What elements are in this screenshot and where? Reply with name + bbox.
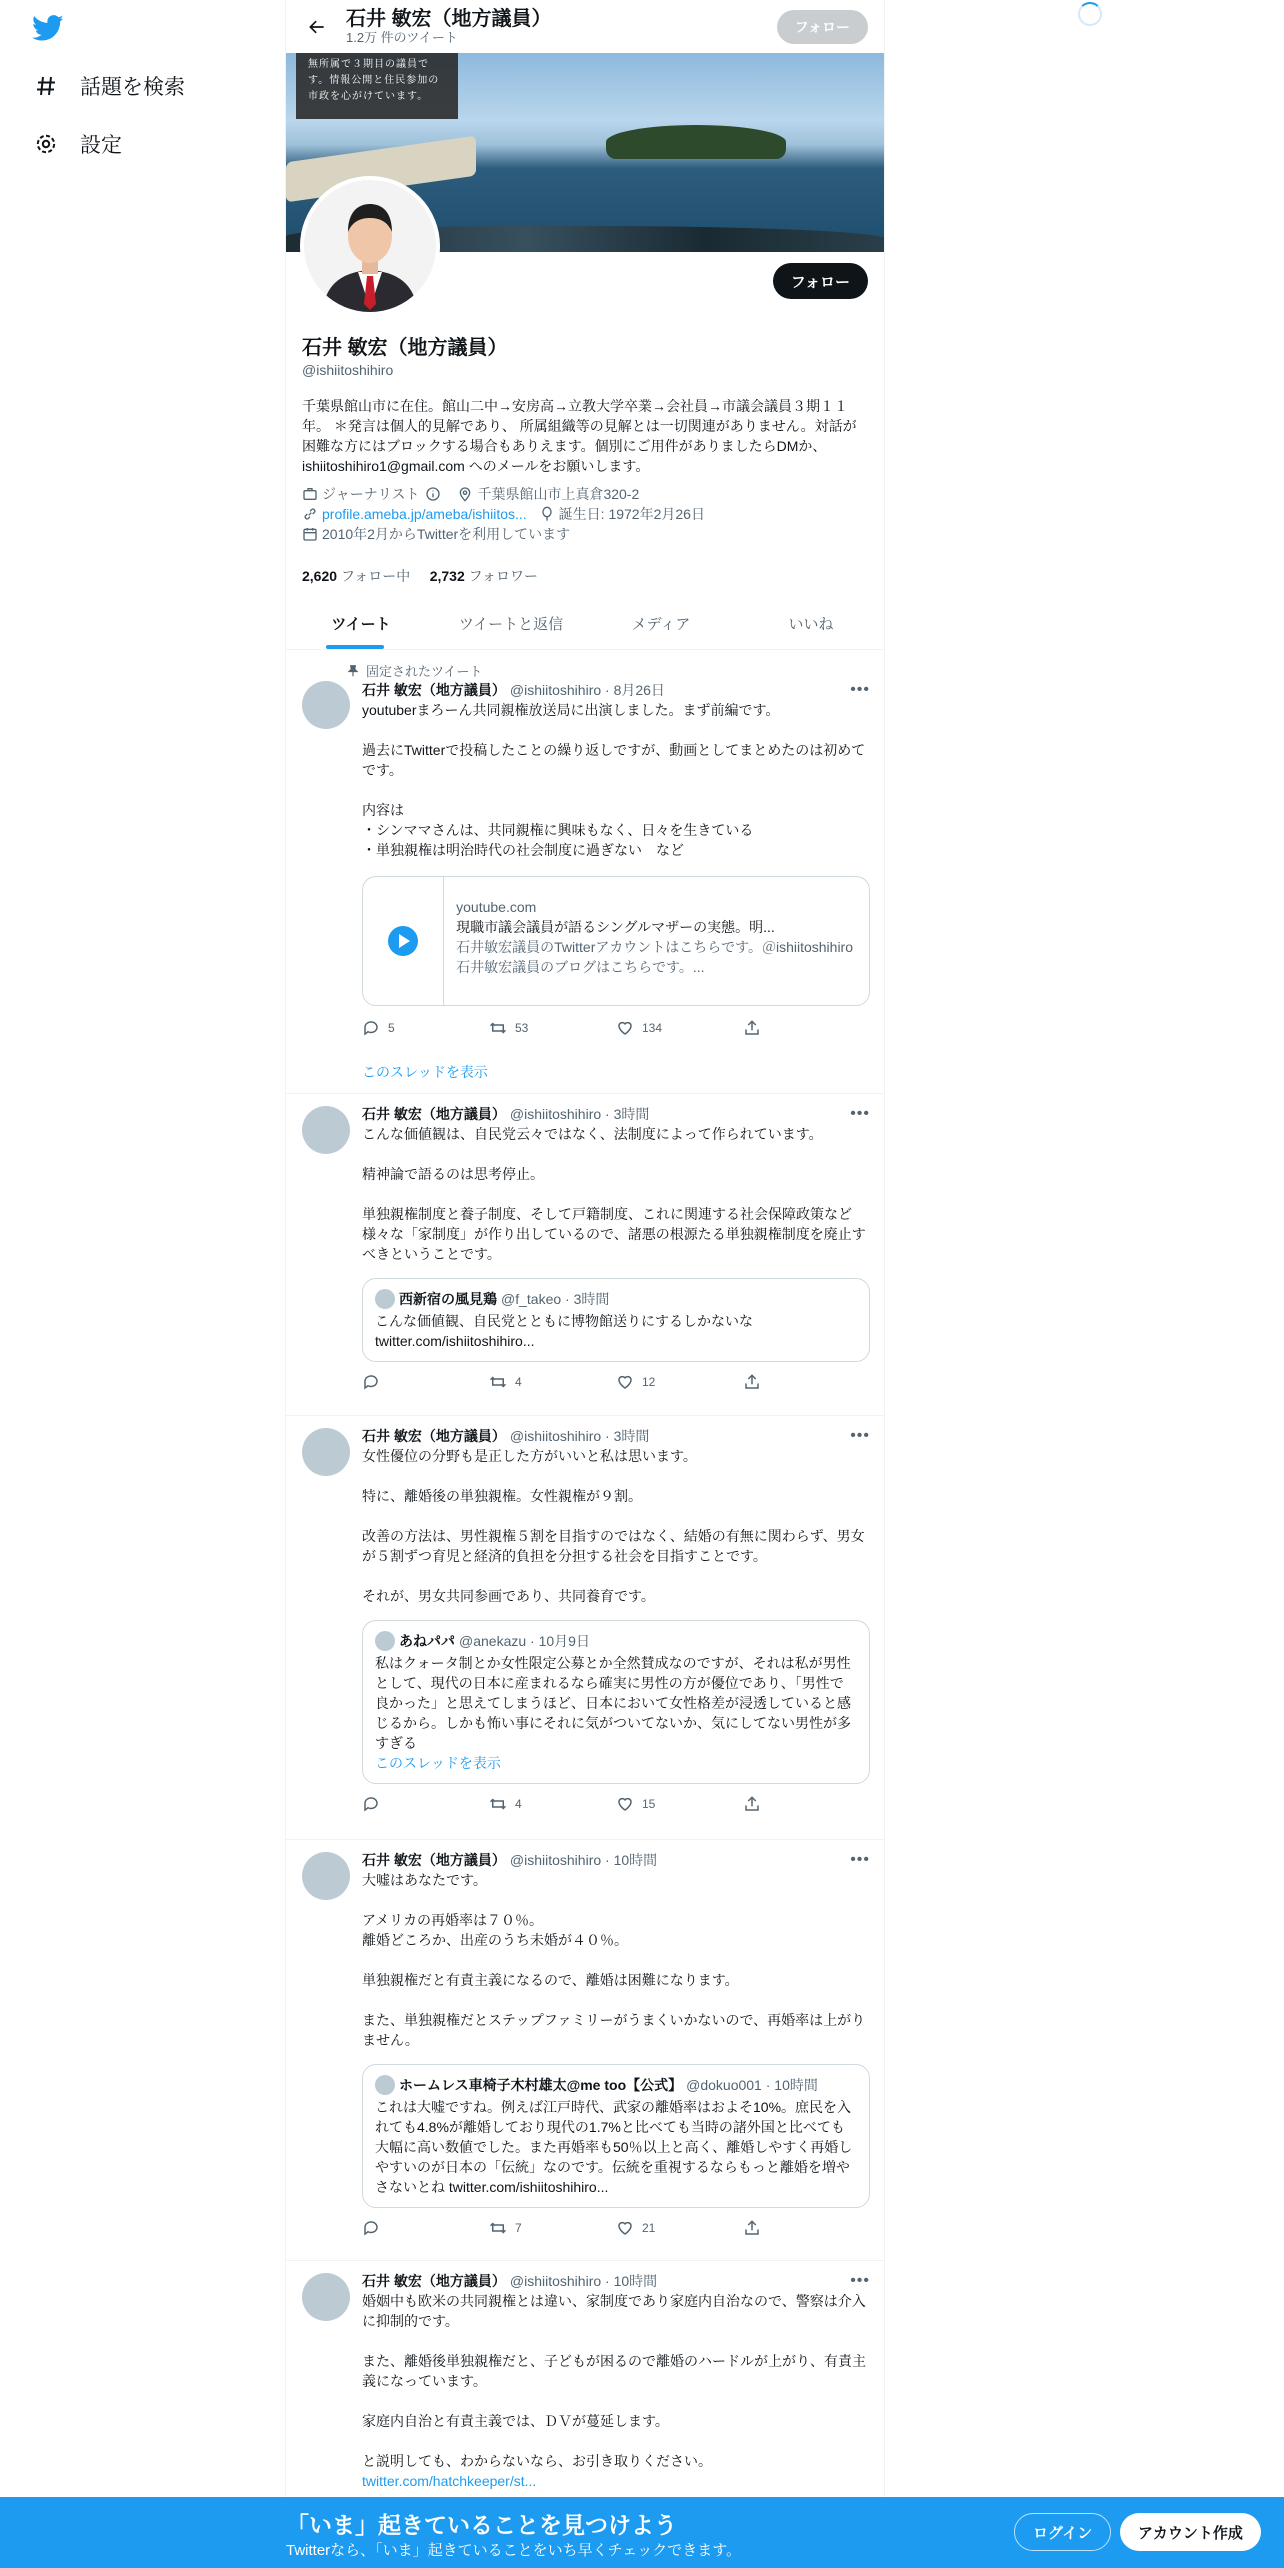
like-count: 12	[642, 1375, 656, 1389]
profile-bio: 千葉県館山市に在住。館山二中→安房高→立教大学卒業→会社員→市議会議員３期１１年。 ＊発言は個人的見解であり、 所属組織等の見解とは一切関連がありません。対話が困難な方にはブロックする場合もありえます。個別にご用件がありましたらDMか、 ishiitoshihiro1@gmail.com へのメールをお願いします。	[302, 398, 857, 474]
quote-tweet[interactable]	[362, 2064, 870, 2208]
reply-button[interactable]	[362, 2219, 489, 2237]
tweet-header	[362, 680, 870, 700]
quote-header	[375, 1631, 857, 1651]
retweet-icon	[489, 1373, 507, 1391]
quote-author-name: あねパパ	[399, 1633, 455, 1649]
tweet-header	[362, 2271, 870, 2291]
tweet-text: 女性優位の分野も是正した方がいいと私は思います。 特に、離婚後の単独親権。女性親権が９割。 改善の方法は、男性親権５割を目指すのではなく、結婚の有無に関わらず、男女が５割ずつ育児と経済的負担を分担する社会を目指すことです。 それが、男女共同参画であり、共同養育です。	[362, 1448, 865, 1604]
profile-follow-counts	[302, 566, 870, 586]
banner-island	[606, 125, 786, 159]
retweet-count: 53	[515, 1021, 529, 1035]
card-domain: youtube.com	[456, 899, 537, 915]
card-thumbnail	[363, 877, 444, 1005]
profile-info	[302, 336, 870, 586]
profile-category	[302, 484, 445, 504]
tweet-actions	[362, 1372, 870, 1392]
quote-tweet[interactable]	[362, 1278, 870, 1362]
tweet[interactable]	[286, 1094, 885, 1416]
retweet-button[interactable]	[489, 1019, 616, 1037]
briefcase-icon	[302, 486, 318, 502]
followers-count: 2,732	[429, 568, 465, 584]
share-button[interactable]	[743, 1795, 870, 1813]
profile-joined	[302, 524, 570, 544]
heart-icon	[616, 1019, 634, 1037]
tab-tweets[interactable]: ツイート	[286, 597, 436, 649]
tweet-author-name[interactable]: 石井 敏宏（地方議員）	[362, 1852, 506, 1868]
share-icon	[743, 1373, 761, 1391]
tweet-avatar[interactable]	[302, 1106, 350, 1154]
share-button[interactable]	[743, 2219, 870, 2237]
like-button[interactable]	[616, 1019, 743, 1037]
pinned-indicator	[346, 661, 870, 680]
signup-banner-title: 「いま」起きていることを見つけよう	[286, 2512, 677, 2538]
login-button[interactable]: ログイン	[1014, 2513, 1111, 2551]
nav-explore[interactable]	[30, 70, 185, 102]
tweet-link[interactable]: twitter.com/hatchkeeper/st...	[362, 2473, 537, 2489]
like-button[interactable]	[616, 1373, 743, 1391]
retweet-button[interactable]	[489, 1795, 616, 1813]
profile-handle: @ishiitoshihiro	[302, 362, 394, 378]
quote-tweet[interactable]	[362, 1620, 870, 1784]
link-card[interactable]	[362, 876, 870, 1006]
heart-icon	[616, 1373, 634, 1391]
back-arrow-icon[interactable]	[298, 8, 336, 46]
header-tweet-count: 1.2万 件のツイート	[346, 29, 458, 45]
retweet-count: 4	[515, 1797, 522, 1811]
tweet[interactable]	[286, 1416, 885, 1840]
quote-author-name: 西新宿の風見鶏	[399, 1291, 497, 1307]
following-label: フォロー中	[340, 568, 411, 584]
tweet[interactable]	[286, 1840, 885, 2261]
profile-birthday	[539, 504, 705, 524]
nav-settings[interactable]	[30, 128, 122, 160]
profile-location-label: 千葉県館山市上真倉320-2	[477, 486, 640, 502]
like-button[interactable]	[616, 2219, 743, 2237]
tweet-text: 婚姻中も欧米の共同親権とは違い、家制度であり家庭内自治なので、警察は介入に抑制的です。 また、離婚後単独親権だと、子どもが困るので離婚のハードルが上がり、有責主義になっています。 家庭内自治と有責主義では、ＤＶが蔓延します。 と説明しても、わからないなら、お引き取りください。	[362, 2293, 866, 2469]
reply-icon	[362, 2219, 380, 2237]
tweet-timeline	[286, 651, 885, 2521]
quote-header	[375, 1289, 857, 1309]
tweet-actions	[362, 2218, 870, 2238]
reply-icon	[362, 1019, 380, 1037]
tweet-actions	[362, 1794, 870, 1814]
tweet-handle-time[interactable]: @ishiitoshihiro · 10時間	[509, 2273, 658, 2289]
tweet-author-name[interactable]: 石井 敏宏（地方議員）	[362, 2273, 506, 2289]
header-title-block	[346, 8, 552, 46]
more-options-icon[interactable]: •••	[850, 1105, 870, 1122]
main-column	[285, 0, 885, 2568]
retweet-count: 4	[515, 1375, 522, 1389]
nav-settings-label: 設定	[80, 134, 122, 157]
tab-media[interactable]: メディア	[631, 615, 691, 633]
tab-tweets-and-replies[interactable]: ツイートと返信	[458, 615, 564, 633]
location-pin-icon	[457, 486, 473, 502]
profile-name: 石井 敏宏（地方議員）	[302, 337, 508, 359]
pinned-label: 固定されたツイート	[366, 664, 483, 679]
calendar-icon	[302, 526, 318, 542]
quote-author-name: ホームレス車椅子木村雄太@me too【公式】	[399, 2077, 683, 2093]
like-count: 15	[642, 1797, 656, 1811]
reply-icon	[362, 1373, 380, 1391]
tweet[interactable]	[286, 651, 885, 1094]
profile-follow-button[interactable]: フォロー	[773, 263, 868, 299]
card-description: 石井敏宏議員のTwitterアカウントはこちらです。＠ishiitoshihiro石井敏宏議員のブログはこちらです。...	[456, 939, 854, 975]
tweet-avatar[interactable]	[302, 681, 350, 729]
reply-icon	[362, 1795, 380, 1813]
loading-spinner-icon	[1078, 2, 1102, 26]
tweet-text: youtuberまろーん共同親権放送局に出演しました。まず前編です。 過去にTwitterで投稿したことの繰り返しですが、動画としてまとめたのは初めてです。 内容は ・シンママさんは、共同親権に興味もなく、日々を生きている ・単独親権は明治時代の社会制度に過ぎない など	[362, 702, 866, 858]
share-button[interactable]	[743, 1019, 870, 1037]
tweet-author-name[interactable]: 石井 敏宏（地方議員）	[362, 1106, 506, 1122]
tweet[interactable]	[286, 2261, 885, 2521]
followers-label: フォロワー	[468, 568, 538, 584]
share-icon	[743, 1019, 761, 1037]
following-count: 2,620	[302, 568, 338, 584]
reply-count: 5	[388, 1021, 395, 1035]
retweet-count: 7	[515, 2221, 522, 2235]
card-text	[444, 877, 869, 1005]
share-icon	[743, 1795, 761, 1813]
retweet-button[interactable]	[489, 2219, 616, 2237]
retweet-button[interactable]	[489, 1373, 616, 1391]
followers-link[interactable]	[430, 568, 538, 584]
profile-header-bar	[286, 0, 884, 53]
tweet-avatar[interactable]	[302, 1428, 350, 1476]
nav-explore-label: 話題を検索	[80, 76, 185, 99]
reply-button[interactable]	[362, 1373, 489, 1391]
quote-text: こんな価値観、自民党とともに博物館送りにするしかないな twitter.com/ishiitoshihiro...	[375, 1313, 753, 1349]
quote-show-thread-link[interactable]: このスレッドを表示	[375, 1755, 501, 1771]
following-link[interactable]	[302, 568, 410, 584]
share-button[interactable]	[743, 1373, 870, 1391]
heart-icon	[616, 2219, 634, 2237]
tweet-handle-time[interactable]: @ishiitoshihiro · 3時間	[509, 1428, 650, 1444]
profile-birthday-label: 誕生日: 1972年2月26日	[558, 506, 705, 522]
heart-icon	[616, 1795, 634, 1813]
reply-button[interactable]	[362, 1019, 489, 1037]
profile-website-link[interactable]: profile.ameba.jp/ameba/ishiitos...	[322, 506, 527, 522]
profile-website[interactable]	[302, 504, 527, 524]
retweet-icon	[489, 1019, 507, 1037]
quote-text: 私はクォータ制とか女性限定公募とか全然賛成なのですが、それは私が男性として、現代の日本に産まれるなら確実に男性の方が優位であり、「男性で良かった」と思えてしまうほど、日本において女性格差が浸透していると感じるから。しかも怖い事にそれに気がついてないか、気にしてない男性が多すぎる	[375, 1655, 851, 1751]
like-button[interactable]	[616, 1795, 743, 1813]
quote-handle-time: @dokuo001 · 10時間	[686, 2077, 818, 2093]
more-options-icon[interactable]: •••	[850, 2272, 870, 2289]
more-options-icon[interactable]: •••	[850, 1851, 870, 1868]
tweet-text: こんな価値観は、自民党云々ではなく、法制度によって作られています。 精神論で語るのは思考停止。 単独親権制度と養子制度、そして戸籍制度、これに関連する社会保障政策など様々な「家制度」が作り出しているので、諸悪の根源たる単独親権制度を廃止すべきということです。	[362, 1126, 866, 1262]
tweet-header	[362, 1850, 870, 1870]
tweet-handle-time[interactable]: @ishiitoshihiro · 3時間	[509, 1106, 650, 1122]
profile-joined-label: 2010年2月からTwitterを利用しています	[322, 526, 571, 542]
link-icon	[302, 506, 318, 522]
pin-icon	[346, 664, 360, 678]
show-thread-link[interactable]: このスレッドを表示	[362, 1064, 488, 1080]
profile-location	[457, 484, 639, 504]
tweet-author-name[interactable]: 石井 敏宏（地方議員）	[362, 682, 506, 698]
tweet-header	[362, 1426, 870, 1446]
header-follow-button[interactable]: フォロー	[777, 10, 868, 44]
tweet-header	[362, 1104, 870, 1124]
like-count: 21	[642, 2221, 656, 2235]
quote-header	[375, 2075, 857, 2095]
tweet-author-name[interactable]: 石井 敏宏（地方議員）	[362, 1428, 506, 1444]
quote-handle-time: @anekazu · 10月9日	[459, 1633, 590, 1649]
like-count: 134	[642, 1021, 663, 1035]
quote-avatar	[375, 2075, 395, 2095]
profile-meta	[302, 484, 870, 544]
retweet-icon	[489, 2219, 507, 2237]
play-icon	[388, 926, 418, 956]
header-name: 石井 敏宏（地方議員）	[346, 7, 552, 30]
profile-category-label: ジャーナリスト	[322, 486, 420, 502]
profile-tabs	[286, 597, 885, 650]
signup-banner	[0, 2497, 1284, 2568]
tweet-avatar[interactable]	[302, 2273, 350, 2321]
tweet-handle-time[interactable]: @ishiitoshihiro · 8月26日	[509, 682, 665, 698]
tab-likes[interactable]: いいね	[788, 615, 834, 633]
twitter-logo-icon[interactable]	[32, 12, 64, 44]
banner-caption: 無所属で３期目の議員です。情報公開と住民参加の市政を心がけています。	[296, 53, 458, 119]
share-icon	[743, 2219, 761, 2237]
more-options-icon[interactable]: •••	[850, 681, 870, 698]
signup-button[interactable]: アカウント作成	[1120, 2513, 1261, 2551]
card-title: 現職市議会議員が語るシングルマザーの実態。明...	[456, 919, 775, 935]
retweet-icon	[489, 1795, 507, 1813]
quote-handle-time: @f_takeo · 3時間	[501, 1291, 610, 1307]
signup-banner-subtitle: Twitterなら、「いま」起きていることをいち早くチェックできます。	[286, 2542, 742, 2559]
tweet-handle-time[interactable]: @ishiitoshihiro · 10時間	[509, 1852, 658, 1868]
gear-icon	[30, 128, 62, 160]
quote-avatar	[375, 1289, 395, 1309]
info-icon[interactable]	[425, 486, 441, 502]
hashtag-icon	[30, 70, 62, 102]
reply-button[interactable]	[362, 1795, 489, 1813]
quote-avatar	[375, 1631, 395, 1651]
tweet-text: 大嘘はあなたです。 アメリカの再婚率は７０％。 離婚どころか、出産のうち未婚が４０％。 単独親権だと有責主義になるので、離婚は困難になります。 また、単独親権だとステップファミリーがうまくいかないので、再婚率は上がりません。	[362, 1872, 866, 2048]
balloon-icon	[539, 506, 555, 522]
quote-text: これは大嘘ですね。例えば江戸時代、武家の離婚率はおよそ10%。庶民を入れても4.8%が離婚しており現代の1.7%と比べても当時の諸外国と比べても大幅に高い数値でした。また再婚率も50％以上と高く、離婚しやすく再婚しやすいのが日本の「伝統」なのです。伝統を重視するならもっと離婚を増やさないとね twitter.com/ishiitoshihiro...	[375, 2099, 853, 2195]
profile-avatar[interactable]	[300, 176, 440, 316]
tweet-avatar[interactable]	[302, 1852, 350, 1900]
more-options-icon[interactable]: •••	[850, 1427, 870, 1444]
tweet-actions	[362, 1018, 870, 1038]
